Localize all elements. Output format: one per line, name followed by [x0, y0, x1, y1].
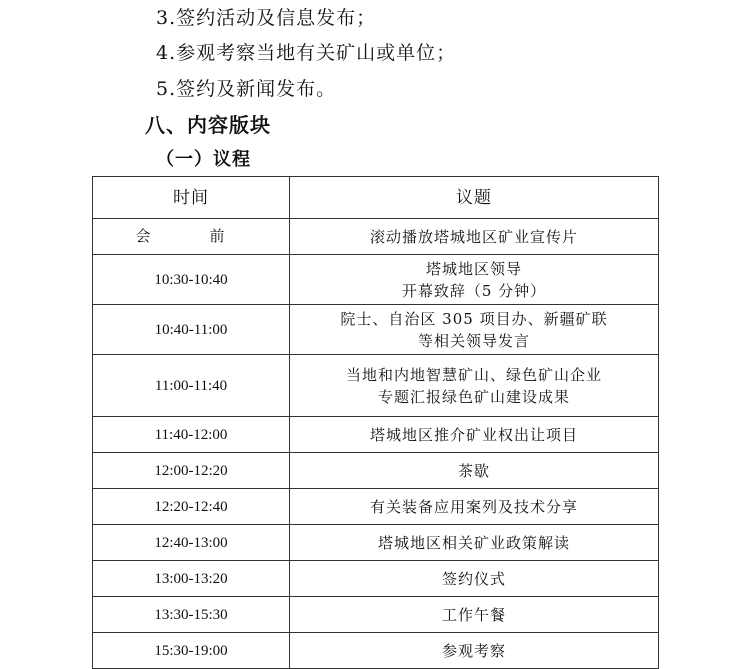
- topic-line: 塔城地区推介矿业权出让项目: [369, 425, 578, 444]
- table-row: [93, 255, 659, 305]
- cell-topic: [290, 633, 659, 669]
- table-row: [93, 417, 659, 453]
- cell-topic: [290, 417, 659, 453]
- cell-topic: [290, 489, 659, 525]
- topic-line: 工作午餐: [441, 605, 506, 624]
- cell-topic: [290, 219, 659, 255]
- table-row: [93, 561, 659, 597]
- table-row: [93, 305, 659, 355]
- topic-line: 签约仪式: [441, 569, 506, 588]
- table-row: [93, 489, 659, 525]
- topic-line: 等相关领导发言: [417, 331, 530, 350]
- cell-time: 会 前: [93, 219, 290, 255]
- topic-line: 滚动播放塔城地区矿业宣传片: [369, 227, 578, 246]
- cell-time: 10:30-10:40: [93, 255, 290, 305]
- cell-time: 11:40-12:00: [93, 417, 290, 453]
- agenda-table: [92, 176, 659, 669]
- agenda-body: [93, 219, 659, 669]
- topic-line: 当地和内地智慧矿山、绿色矿山企业: [345, 365, 602, 384]
- list-item-3: 3.签约活动及信息发布；: [156, 7, 377, 29]
- cell-time: 10:40-11:00: [93, 305, 290, 355]
- cell-time: 12:20-12:40: [93, 489, 290, 525]
- list-item-5: 5.签约及新闻发布。: [156, 78, 337, 100]
- header-topic: 议题: [290, 177, 659, 219]
- cell-time: 11:00-11:40: [93, 355, 290, 417]
- cell-time: 12:40-13:00: [93, 525, 290, 561]
- cell-time: 12:00-12:20: [93, 453, 290, 489]
- topic-line: 塔城地区领导: [425, 259, 522, 278]
- cell-time: 13:00-13:20: [93, 561, 290, 597]
- cell-topic: [290, 525, 659, 561]
- subsection-heading: （一）议程: [156, 149, 251, 170]
- table-row: [93, 525, 659, 561]
- table-row: [93, 633, 659, 669]
- topic-line: 院士、自治区 305 项目办、新疆矿联: [340, 309, 608, 328]
- list-item-4: 4.参观考察当地有关矿山或单位；: [156, 42, 457, 64]
- topic-line: 塔城地区相关矿业政策解读: [377, 533, 570, 552]
- cell-topic: [290, 453, 659, 489]
- cell-topic: [290, 561, 659, 597]
- cell-time: 13:30-15:30: [93, 597, 290, 633]
- topic-line: 专题汇报绿色矿山建设成果: [377, 387, 570, 406]
- topic-line: 茶歇: [457, 461, 490, 480]
- topic-line: 开幕致辞（5 分钟）: [401, 281, 547, 300]
- table-row: [93, 453, 659, 489]
- table-row: [93, 355, 659, 417]
- header-time: 时间: [93, 177, 290, 219]
- topic-line: 参观考察: [441, 641, 506, 660]
- cell-topic: [290, 597, 659, 633]
- topic-line: 有关装备应用案列及技术分享: [369, 497, 578, 516]
- table-row: [93, 219, 659, 255]
- table-header-row: [93, 177, 659, 219]
- cell-topic: [290, 255, 659, 305]
- cell-topic: [290, 305, 659, 355]
- cell-time: 15:30-19:00: [93, 633, 290, 669]
- section-heading: 八、内容版块: [145, 113, 271, 137]
- cell-topic: [290, 355, 659, 417]
- table-row: [93, 597, 659, 633]
